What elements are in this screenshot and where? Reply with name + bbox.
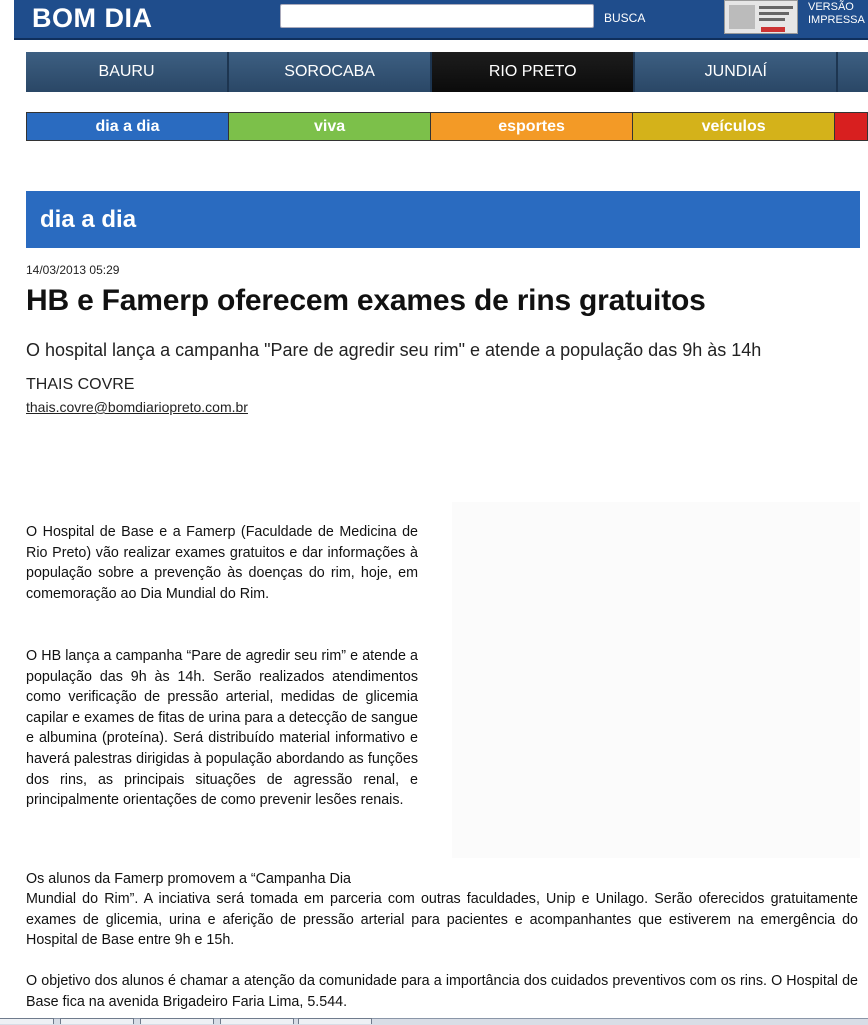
- taskbar-tab[interactable]: [0, 1018, 54, 1024]
- article-author: THAIS COVRE: [26, 376, 135, 393]
- site-logo[interactable]: BOM DIA: [32, 3, 153, 33]
- article-headline: HB e Famerp oferecem exames de rins gratuitos: [26, 284, 706, 317]
- section-tab-esportes[interactable]: esportes: [431, 113, 633, 140]
- taskbar-tab[interactable]: [220, 1018, 294, 1024]
- article-paragraph: O Hospital de Base e a Famerp (Faculdade de Medicina de Rio Preto) vão realizar exames gratuitos e dar informações à população sobre a prevenção às doenças do rim, hoje, em comemoração ao Dia Mundial do Rim.: [26, 524, 418, 602]
- article-subhead: O hospital lança a campanha "Pare de agredir seu rim" e atende a população das 9h às 14h: [26, 340, 762, 360]
- article-paragraph: Mundial do Rim”. A inciativa será tomada em parceria com outras faculdades, Unip e Unilago. Serão oferecidos gratuitamente exames de glicemia, urina e aferição de pressão arterial para pacientes e acompanhantes que estiverem na emergência do Hospital de Base entre 9h e 15h.: [26, 891, 858, 949]
- newspaper-line: [759, 6, 793, 9]
- city-tab-bauru[interactable]: BAURU: [26, 52, 229, 92]
- section-tab-veiculos[interactable]: veículos: [633, 113, 835, 140]
- newspaper-line: [759, 12, 789, 15]
- section-banner: dia a dia: [26, 191, 860, 248]
- section-tab-dia-a-dia[interactable]: dia a dia: [27, 113, 229, 140]
- section-nav: [26, 112, 868, 141]
- print-edition-link[interactable]: [808, 1, 865, 27]
- taskbar-tab[interactable]: [60, 1018, 134, 1024]
- search-input[interactable]: [280, 4, 594, 28]
- taskbar-tab[interactable]: [140, 1018, 214, 1024]
- print-edition-line2: IMPRESSA: [808, 14, 865, 26]
- author-email-link[interactable]: thais.covre@bomdiariopreto.com.br: [26, 399, 248, 415]
- article-paragraph: Os alunos da Famerp promovem a “Campanha Dia: [26, 871, 352, 887]
- print-edition-line1: VERSÃO: [808, 1, 854, 13]
- article-paragraph: O HB lança a campanha “Pare de agredir seu rim” e atende a população das 9h às 14h. Serão realizados atendimentos como verificação de pressão arterial, medidas de glicemia capilar e exames de fitas de urina para a detecção de sangue e albumina (proteína). Será distribuído material informativo e haverá palestras dirigidas à população abordando as funções dos rins, as principais situações de agressão renal, e principalmente orientações de como prevenir lesões renais.: [26, 648, 418, 809]
- taskbar-tab[interactable]: [298, 1018, 372, 1024]
- newspaper-red-strip: [761, 27, 785, 32]
- article-timestamp: 14/03/2013 05:29: [26, 263, 120, 277]
- city-tab-more[interactable]: [838, 52, 868, 92]
- section-tab-viva[interactable]: viva: [229, 113, 431, 140]
- print-edition-thumbnail[interactable]: [724, 0, 798, 34]
- city-tab-sorocaba[interactable]: SOROCABA: [229, 52, 432, 92]
- site-header: [14, 0, 868, 40]
- ad-placeholder: [452, 502, 860, 858]
- newspaper-photo-icon: [729, 5, 755, 29]
- search-button[interactable]: BUSCA: [604, 11, 646, 25]
- section-tab-more[interactable]: [835, 113, 867, 140]
- city-nav: [26, 52, 868, 92]
- newspaper-line: [759, 18, 785, 21]
- city-tab-rio-preto[interactable]: RIO PRETO: [432, 52, 635, 92]
- article-paragraph: O objetivo dos alunos é chamar a atenção da comunidade para a importância dos cuidados preventivos com os rins. O Hospital de Base fica na avenida Brigadeiro Faria Lima, 5.544.: [26, 973, 858, 1010]
- city-tab-jundiai[interactable]: JUNDIAÍ: [635, 52, 838, 92]
